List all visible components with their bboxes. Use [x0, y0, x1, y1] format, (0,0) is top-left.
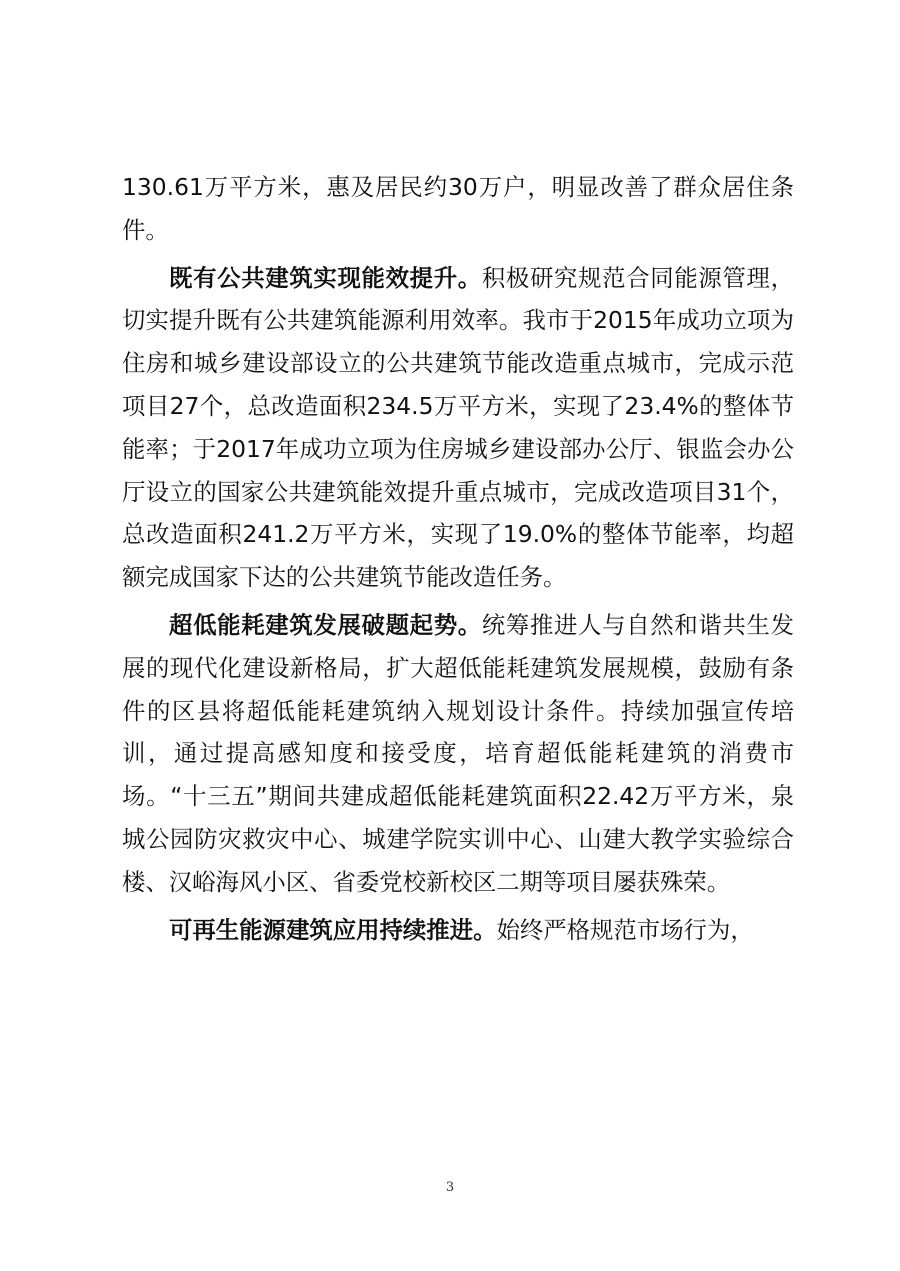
body-text — [122, 166, 794, 951]
paragraph-body: 积极研究规范合同能源管理，切实提升既有公共建筑能源利用效率。我市于2015年成功立项为住房和城乡建设部设立的公共建筑节能改造重点城市，完成示范项目27个，总改造面积234.5万平方米，实现了23.4%的整体节能率；于2017年成功立项为住房城乡建设部办公厅、银监会办公厅设立的国家公共建筑能效提升重点城市，完成改造项目31个，总改造面积241.2万平方米，实现了19.0%的整体节能率，均超额完成国家下达的公共建筑节能改造任务。 — [122, 263, 795, 592]
paragraph-continuation — [122, 166, 794, 252]
paragraph-renewable-energy — [122, 909, 794, 952]
paragraph-body: 统筹推进人与自然和谐共生发展的现代化建设新格局，扩大超低能耗建筑发展规模，鼓励有条件的区县将超低能耗建筑纳入规划设计条件。持续加强宣传培训，通过提高感知度和接受度，培育超低能耗建筑的消费市场。“十三五”期间共建成超低能耗建筑面积22.42万平方米，泉城公园防灾救灾中心、城建学院实训中心、山建大教学实验综合楼、汉峪海风小区、省委党校新校区二期等项目屡获殊荣。 — [122, 610, 795, 896]
paragraph-ultra-low-energy — [122, 604, 794, 904]
paragraph-body: 始终严格规范市场行为， — [496, 915, 754, 944]
paragraph-heading: 超低能耗建筑发展破题起势。 — [169, 610, 482, 639]
paragraph-heading: 既有公共建筑实现能效提升。 — [169, 263, 482, 292]
page-number: 3 — [445, 1180, 455, 1195]
paragraph-body: 130.61万平方米，惠及居民约30万户，明显改善了群众居住条件。 — [122, 173, 794, 244]
paragraph-heading: 可再生能源建筑应用持续推进。 — [169, 915, 497, 944]
paragraph-public-buildings — [122, 257, 794, 599]
